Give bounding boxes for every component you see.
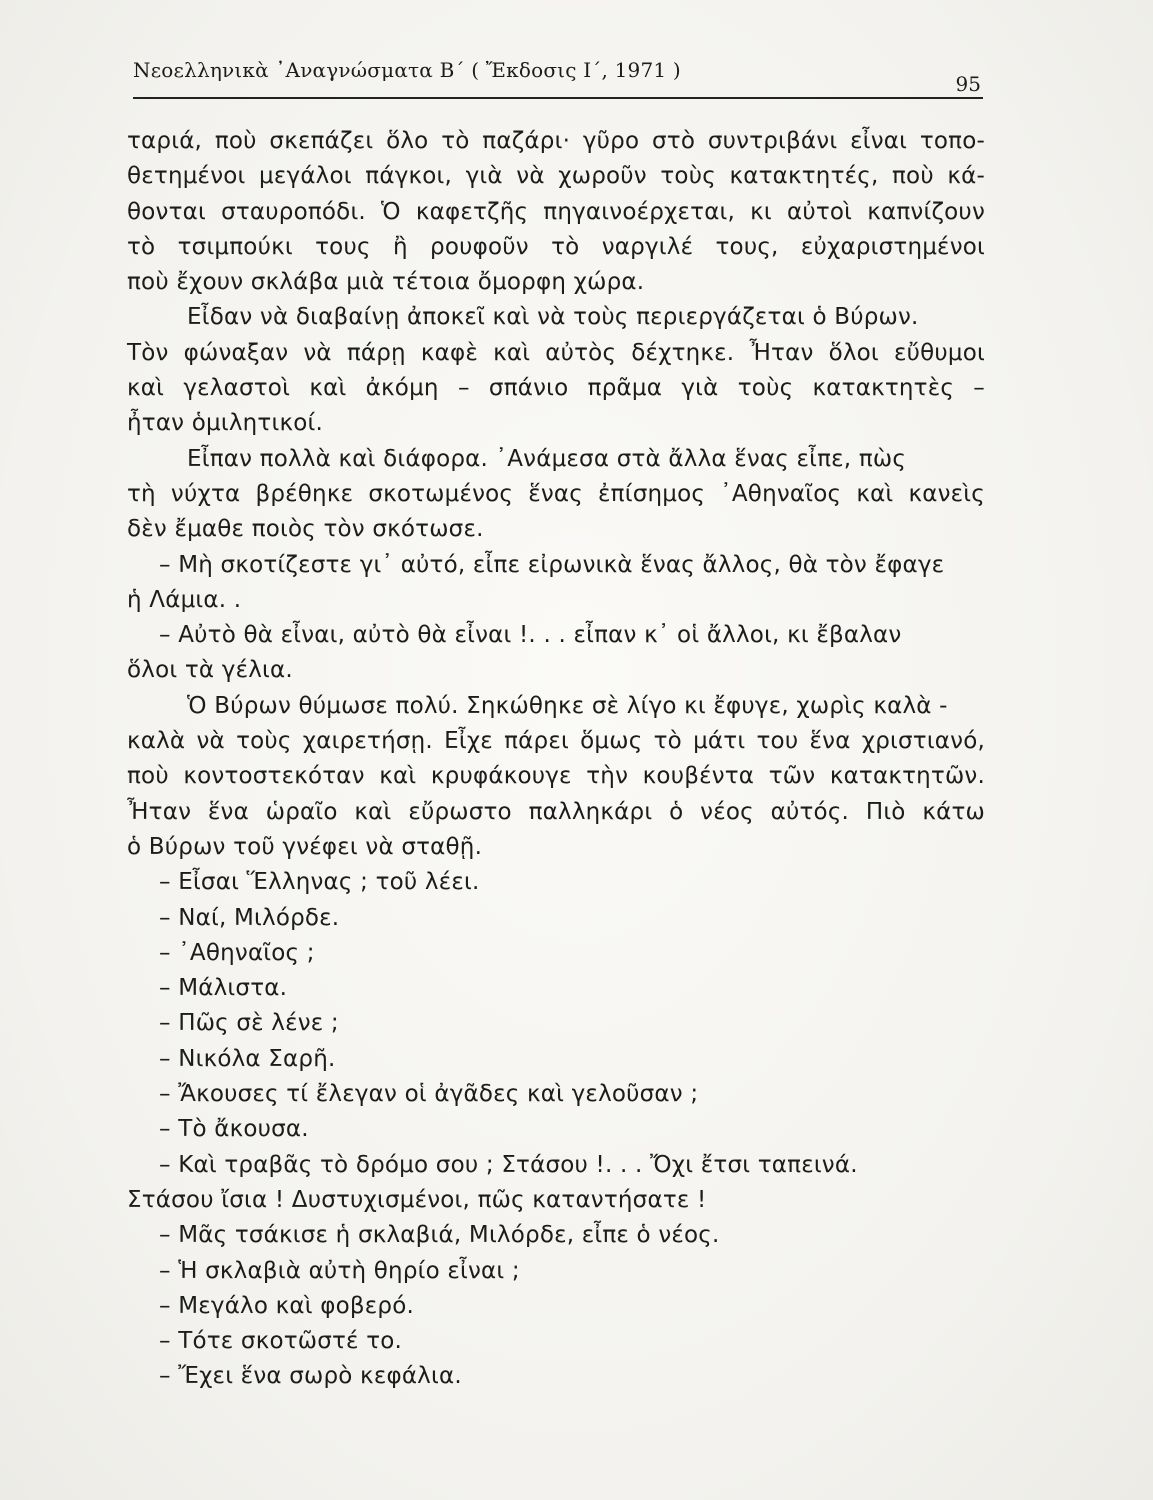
running-header xyxy=(133,58,983,98)
text-line: ταριά, ποὺ σκεπάζει ὅλο τὸ παζάρι· γῦρο στὸ συντριβάνι εἶναι τοπο- xyxy=(127,128,985,154)
header-rule xyxy=(133,97,983,99)
text-line: Στάσου ἴσια ! Δυστυχισμένοι, πῶς καταντήσατε ! xyxy=(127,1186,707,1213)
text-line: ἡ Λάμια. . xyxy=(127,586,242,613)
dialogue-line: – Ναί, Μιλόρδε. xyxy=(159,904,340,931)
text-line: Εἶπαν πολλὰ καὶ διάφορα. ᾿Ανάμεσα στὰ ἄλλα ἕνας εἶπε, πὼς xyxy=(187,445,907,472)
text-line: καλὰ νὰ τοὺς χαιρετήσῃ. Εἶχε πάρει ὅμως τὸ μάτι του ἕνα χριστιανό, xyxy=(127,728,985,755)
dialogue-line: – Ἡ σκλαβιὰ αὐτὴ θηρίο εἶναι ; xyxy=(159,1257,520,1284)
text-line: ἦταν ὁμιλητικοί. xyxy=(127,410,323,437)
page-number: 95 xyxy=(955,72,981,96)
text-line: τὸ τσιμπούκι τους ἢ ρουφοῦν τὸ ναργιλέ τους, εὐχαριστημένοι xyxy=(127,233,985,260)
text-line: ποὺ κοντοστεκόταν καὶ κρυφάκουγε τὴν κουβέντα τῶν κατακτητῶν. xyxy=(127,763,985,790)
text-line: Ἦταν ἕνα ὡραῖο καὶ εὔρωστο παλληκάρι ὁ νέος αὐτός. Πιὸ κάτω xyxy=(127,798,985,825)
body-text xyxy=(127,124,985,1395)
dialogue-line: – Αὐτὸ θὰ εἶναι, αὐτὸ θὰ εἶναι !. . . εἶπαν κ᾿ οἱ ἄλλοι, κι ἔβαλαν xyxy=(159,622,902,649)
text-line: Τὸν φώναξαν νὰ πάρῃ καφὲ καὶ αὐτὸς δέχτηκε. Ἦταν ὅλοι εὔθυμοι xyxy=(127,339,985,366)
header-title: Νεοελληνικὰ ᾿Αναγνώσματα Β΄ ( Ἔκδοσις Ι΄, 1971 ) xyxy=(133,58,681,82)
dialogue-line: – Τότε σκοτῶστέ το. xyxy=(159,1328,403,1355)
dialogue-line: – Μὴ σκοτίζεστε γι᾿ αὐτό, εἶπε εἰρωνικὰ ἕνας ἄλλος, θὰ τὸν ἔφαγε xyxy=(159,551,945,578)
dialogue-line: – Καὶ τραβᾶς τὸ δρόμο σου ; Στάσου !. . . Ὄχι ἔτσι ταπεινά. xyxy=(159,1151,858,1178)
dialogue-line: – Τὸ ἄκουσα. xyxy=(159,1116,309,1143)
text-line: ὅλοι τὰ γέλια. xyxy=(127,657,293,684)
text-line: τὴ νύχτα βρέθηκε σκοτωμένος ἕνας ἐπίσημος ᾿Αθηναῖος καὶ κανεὶς xyxy=(127,480,985,507)
dialogue-line: – Ἄκουσες τί ἔλεγαν οἱ ἀγᾶδες καὶ γελοῦσαν ; xyxy=(159,1081,699,1108)
dialogue-line: – Μᾶς τσάκισε ἡ σκλαβιά, Μιλόρδε, εἶπε ὁ νέος. xyxy=(159,1222,720,1249)
dialogue-line: – Πῶς σὲ λένε ; xyxy=(159,1010,339,1037)
text-line: καὶ γελαστοὶ καὶ ἀκόμη – σπάνιο πρᾶμα γιὰ τοὺς κατακτητὲς – xyxy=(127,375,985,402)
dialogue-line: – Νικόλα Σαρῆ. xyxy=(159,1045,336,1072)
dialogue-line: – Ἔχει ἕνα σωρὸ κεφάλια. xyxy=(159,1363,462,1390)
text-line: Εἶδαν νὰ διαβαίνῃ ἀποκεῖ καὶ νὰ τοὺς περιεργάζεται ὁ Βύρων. xyxy=(187,304,919,331)
dialogue-line: – Μεγάλο καὶ φοβερό. xyxy=(159,1292,415,1319)
text-line: ποὺ ἔχουν σκλάβα μιὰ τέτοια ὄμορφη χώρα. xyxy=(127,269,645,296)
text-line: δὲν ἔμαθε ποιὸς τὸν σκότωσε. xyxy=(127,516,484,543)
text-line: θονται σταυροπόδι. Ὁ καφετζῆς πηγαινοέρχεται, κι αὐτοὶ καπνίζουν xyxy=(127,198,985,225)
dialogue-line: – Εἶσαι Ἕλληνας ; τοῦ λέει. xyxy=(159,869,480,896)
text-line: θετημένοι μεγάλοι πάγκοι, γιὰ νὰ χωροῦν τοὺς κατακτητές, ποὺ κά- xyxy=(127,163,985,190)
text-line: ὁ Βύρων τοῦ γνέφει νὰ σταθῇ. xyxy=(127,833,483,860)
dialogue-line: – ᾿Αθηναῖος ; xyxy=(159,939,315,966)
dialogue-line: – Μάλιστα. xyxy=(159,975,288,1002)
text-line: Ὁ Βύρων θύμωσε πολύ. Σηκώθηκε σὲ λίγο κι ἔφυγε, χωρὶς καλὰ - xyxy=(187,692,948,719)
